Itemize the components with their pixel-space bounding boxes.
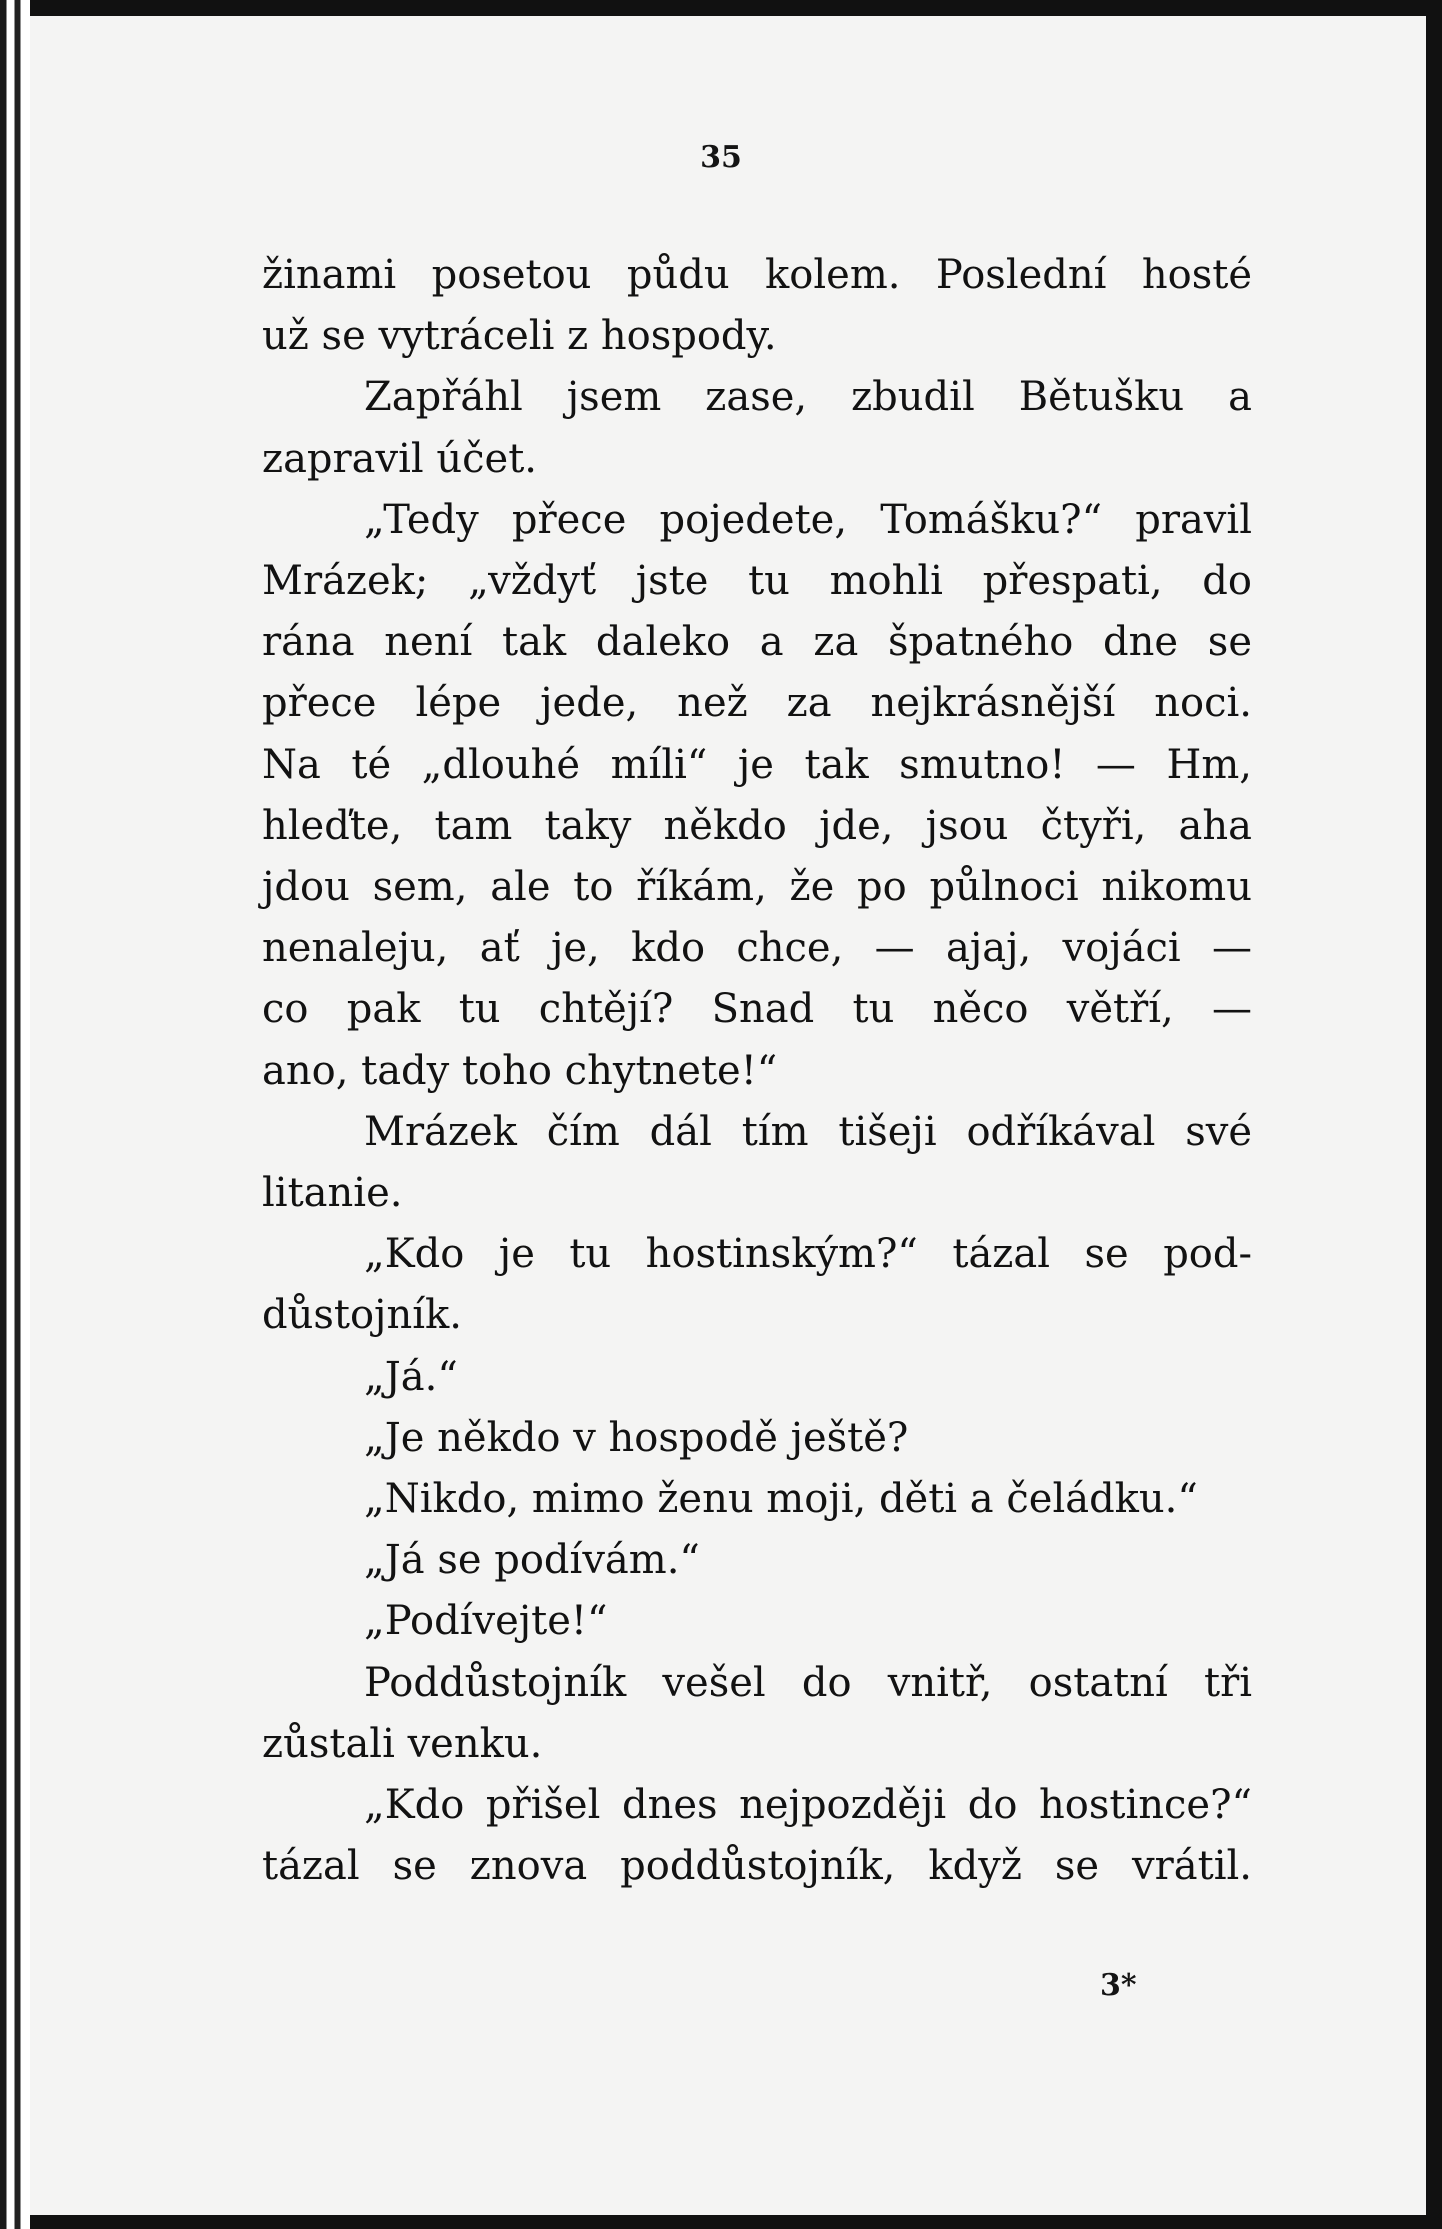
text-line: „Je někdo v hospodě ještě? (364, 1414, 909, 1461)
text-line: „Tedy přece pojedete, Tomášku?“ pravil (364, 496, 1252, 543)
text-line: Poddůstojník vešel do vnitř, ostatní tři (364, 1659, 1252, 1706)
text-line: „Já se podívám.“ (364, 1537, 700, 1584)
page-number: 35 (700, 140, 742, 175)
text-line: Zapřáhl jsem zase, zbudil Bětušku a (364, 374, 1252, 421)
scan-border-left (0, 0, 30, 2229)
scan-border-bottom (0, 2215, 1442, 2229)
text-line: Na té „dlouhé míli“ je tak smutno! — Hm, (262, 741, 1252, 788)
text-line: jdou sem, ale to říkám, že po půlnoci nikomu (262, 864, 1252, 911)
body-text (262, 245, 1252, 1897)
text-line: litanie. (262, 1170, 403, 1217)
text-line: tázal se znova poddůstojník, když se vrátil. (262, 1843, 1252, 1890)
text-line: „Nikdo, mimo ženu moji, děti a čeládku.“ (364, 1476, 1198, 1523)
scan-border-right (1426, 0, 1442, 2229)
text-line: zapravil účet. (262, 435, 538, 482)
text-line: důstojník. (262, 1292, 462, 1339)
text-line: rána není tak daleko a za špatného dne se (262, 619, 1252, 666)
text-line: „Kdo přišel dnes nejpozději do hostince?“ (364, 1782, 1252, 1829)
text-line: Mrázek; „vždyť jste tu mohli přespati, do (262, 558, 1252, 605)
text-line: Mrázek čím dál tím tišeji odříkával své (364, 1108, 1252, 1155)
signature-mark: 3* (1100, 1968, 1137, 2003)
scan-border-top (0, 0, 1442, 16)
text-line: žinami posetou půdu kolem. Poslední hosté (262, 252, 1252, 298)
text-line: hleďte, tam taky někdo jde, jsou čtyři, aha (262, 802, 1252, 849)
text-line: zůstali venku. (262, 1720, 543, 1767)
text-line: už se vytráceli z hospody. (262, 313, 777, 360)
text-line: přece lépe jede, než za nejkrásnější noci. (262, 680, 1252, 727)
text-line: „Já.“ (364, 1353, 458, 1400)
text-line: „Podívejte!“ (364, 1598, 608, 1645)
text-line: ano, tady toho chytnete!“ (262, 1047, 778, 1094)
text-line: „Kdo je tu hostinským?“ tázal se pod- (364, 1231, 1252, 1278)
text-line: co pak tu chtějí? Snad tu něco větří, — (262, 986, 1252, 1033)
text-line: nenaleju, ať je, kdo chce, — ajaj, vojáci — (262, 925, 1252, 972)
